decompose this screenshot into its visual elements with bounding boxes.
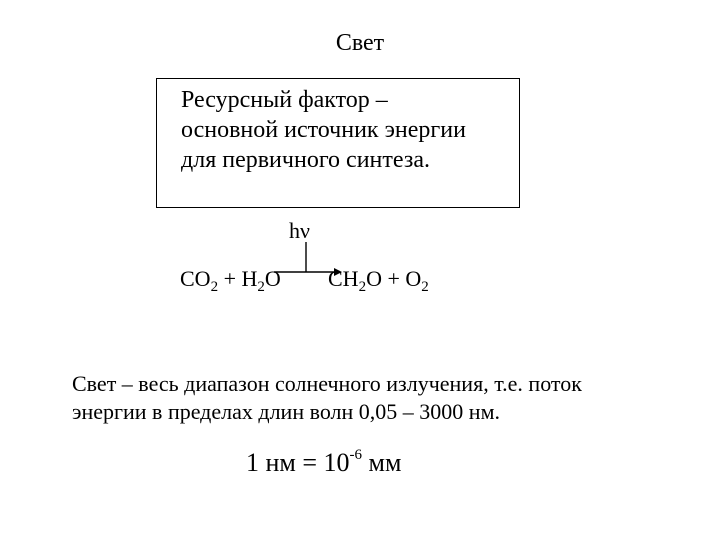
o2-subscript: 2 bbox=[421, 279, 429, 295]
co2-subscript: 2 bbox=[210, 279, 219, 295]
description-line-2: энергии в пределах длин волн 0,05 – 3000 нм. bbox=[72, 399, 501, 424]
plus-h2o-symbol: + H bbox=[223, 266, 258, 291]
slide-title: Свет bbox=[335, 30, 385, 56]
definition-box bbox=[156, 78, 520, 208]
catalyst-label: hν bbox=[289, 218, 310, 243]
reactants bbox=[180, 266, 281, 295]
unit-prefix: 1 нм = 10 bbox=[246, 448, 350, 477]
ch2o-symbol: CH bbox=[328, 266, 359, 291]
unit-suffix: мм bbox=[362, 448, 402, 477]
o2-symbol: O + O bbox=[366, 266, 422, 291]
ch2o-subscript: 2 bbox=[358, 279, 367, 295]
products bbox=[328, 266, 429, 295]
h2o-oxygen: O bbox=[264, 266, 281, 291]
unit-exponent: -6 bbox=[349, 447, 363, 463]
definition-line-2: основной источник энергии bbox=[181, 117, 466, 143]
description-line-1: Свет – весь диапазон солнечного излучения, т.е. поток bbox=[72, 371, 582, 396]
unit-equation bbox=[246, 448, 401, 478]
co2-symbol: CO bbox=[180, 266, 211, 291]
h2o-subscript: 2 bbox=[257, 279, 265, 295]
definition-line-1: Ресурсный фактор – bbox=[181, 87, 388, 113]
definition-line-3: для первичного синтеза. bbox=[181, 147, 430, 173]
